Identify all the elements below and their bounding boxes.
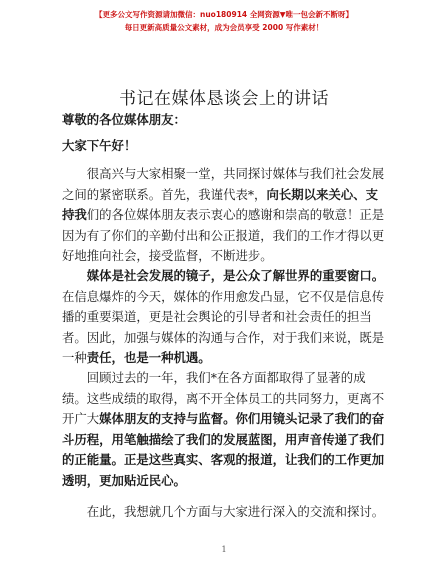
- paragraph-1: [62, 164, 390, 267]
- promo-banner-line-2: 每日更新高质量公文素材，成为会员享受 2000 写作素材！: [124, 23, 324, 32]
- paragraph-2-text-c: 责任，也是一种机遇。: [86, 350, 211, 365]
- paragraph-3-text-b: 媒体朋友的支持与监督。你们用镜头记录了我们的奋斗历程，用笔触描绘了我们的发展蓝图，用声音传递了我们的正能量。正是这些真实、客观的报道，让我们的工作更加透明，更加贴近民心。: [62, 411, 385, 488]
- promo-banner-line-1: 【更多公文写作资源请加微信：nuo180914 全网资源▼唯一包会新不断呀】: [94, 10, 354, 19]
- paragraph-1-text-c: 们的各位媒体朋友表示衷心的感谢和崇高的敬意！正是因为有了你们的辛勤付出和公正报道，我们的工作才得以更好地推向社会，接受监督，不断进步。: [62, 207, 385, 263]
- page-number: 1: [221, 545, 227, 554]
- paragraph-4: 在此，我想就几个方面与大家进行深入的交流和探讨。: [86, 504, 385, 519]
- paragraph-2: [62, 266, 390, 369]
- greeting: 大家下午好！: [62, 138, 137, 153]
- salutation: 尊敬的各位媒体朋友：: [62, 112, 186, 127]
- paragraph-1-text-a: 很高兴与大家相聚一堂，共同探讨媒体与我们社会发展之间的紧密联系。首先，我谨代表*，: [62, 166, 385, 202]
- paragraph-2-text-b: 在信息爆炸的今天，媒体的作用愈发凸显，它不仅是信息传播的重要渠道，更是社会舆论的引导者和社会责任的担当者。因此，加强与媒体的沟通与合作，对于我们来说，既是一种: [62, 288, 385, 365]
- paragraph-2-text-a: 媒体是社会发展的镜子，是公众了解世界的重要窗口。: [86, 268, 385, 283]
- paragraph-3-text-a: 回顾过去的一年，我们*在各方面都取得了显著的成绩。这些成绩的取得，离不开全体员工的共同努力，更离不开广大: [62, 370, 385, 426]
- promo-banner: [0, 8, 448, 34]
- paragraph-1-text-b: 向长期以来关心、支持我: [62, 186, 378, 222]
- paragraph-3: [62, 368, 390, 491]
- document-title: 书记在媒体恳谈会上的讲话: [119, 89, 329, 109]
